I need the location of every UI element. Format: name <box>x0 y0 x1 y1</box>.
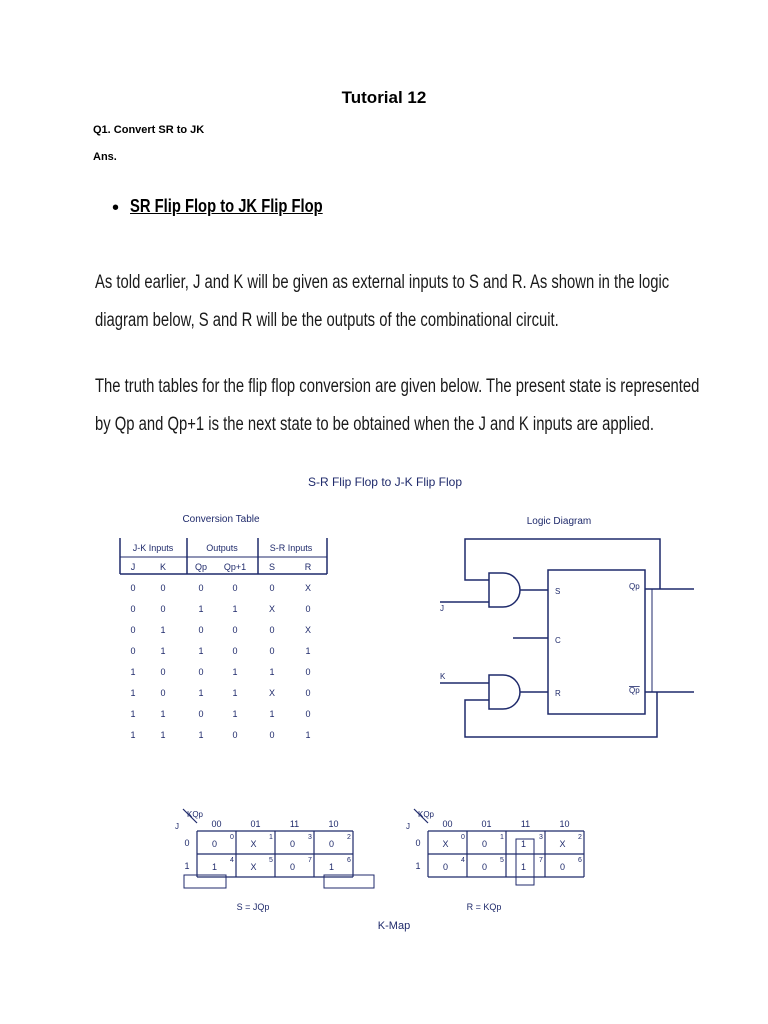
table-cell: 0 <box>232 625 238 635</box>
kmap-cell: 1 <box>520 839 527 849</box>
kmap-equation: S = JQp <box>236 902 270 912</box>
bullet-icon: • <box>112 197 120 219</box>
table-cell: 0 <box>198 667 204 677</box>
kmap-cell: 0 <box>559 862 566 872</box>
column-header: K <box>159 562 167 572</box>
column-header: R <box>304 562 312 572</box>
table-cell: 0 <box>305 667 311 677</box>
table-cell: 1 <box>130 730 136 740</box>
kmap-col-header: 10 <box>328 819 339 829</box>
table-cell: 1 <box>160 646 166 656</box>
table-cell: 1 <box>160 730 166 740</box>
table-cell: 0 <box>198 709 204 719</box>
table-cell: 0 <box>269 730 275 740</box>
table-cell: 1 <box>232 688 238 698</box>
kmap-index: 4 <box>461 857 465 864</box>
table-cell: 1 <box>232 667 238 677</box>
table-cell: 1 <box>305 646 311 656</box>
column-header: S <box>268 562 276 572</box>
kmap-col-header: 00 <box>211 819 222 829</box>
kmap-cell: 1 <box>520 862 527 872</box>
kmap-col-header: 10 <box>559 819 570 829</box>
table-cell: 1 <box>232 709 238 719</box>
kmap-cell: X <box>250 862 257 872</box>
ff-label-qp: Qp <box>629 582 640 591</box>
kmap-index: 3 <box>308 834 312 841</box>
table-cell: 0 <box>232 583 238 593</box>
table-cell: 1 <box>305 730 311 740</box>
column-header: J <box>130 562 136 572</box>
kmap-index: 0 <box>230 834 234 841</box>
kmap-col-header: 01 <box>250 819 261 829</box>
table-cell: 0 <box>305 604 311 614</box>
input-label-k: K <box>440 672 446 681</box>
kmap-index: 1 <box>269 834 273 841</box>
kmap-corner-side: J <box>175 822 179 831</box>
table-cell: X <box>268 604 276 614</box>
table-cell: 1 <box>198 730 204 740</box>
kmap-index: 3 <box>539 834 543 841</box>
table-cell: 1 <box>130 688 136 698</box>
paragraph-2-line-2: by Qp and Qp+1 is the next state to be obtained when the J and K inputs are applied. <box>95 414 655 435</box>
table-cell: 1 <box>198 646 204 656</box>
kmap-corner-top: KQp <box>186 810 204 819</box>
table-cell: X <box>268 688 276 698</box>
figure-title: S-R Flip Flop to J-K Flip Flop <box>307 475 463 489</box>
kmap-col-header: 11 <box>289 819 300 829</box>
table-cell: 0 <box>198 625 204 635</box>
kmap-index: 7 <box>539 857 543 864</box>
kmap-cell: 0 <box>289 839 296 849</box>
table-cell: X <box>304 625 312 635</box>
table-cell: 0 <box>160 688 166 698</box>
kmap-index: 1 <box>500 834 504 841</box>
kmap-row-header: 0 <box>184 838 190 848</box>
kmap-row-header: 1 <box>184 861 190 871</box>
table-cell: 1 <box>198 688 204 698</box>
kmap-index: 2 <box>347 834 351 841</box>
diagram-caption: Logic Diagram <box>526 516 592 527</box>
table-cell: 0 <box>269 583 275 593</box>
group-header: Outputs <box>206 543 238 553</box>
table-cell: 0 <box>198 583 204 593</box>
table-cell: 1 <box>269 709 275 719</box>
table-cell: 0 <box>160 667 166 677</box>
kmap-cell: 0 <box>481 839 488 849</box>
logic-diagram <box>440 539 694 737</box>
table-cell: 0 <box>130 583 136 593</box>
table-cell: 0 <box>232 646 238 656</box>
kmap-caption: K-Map <box>377 920 411 932</box>
kmap-cell: 0 <box>289 862 296 872</box>
kmap-equation: R = KQp <box>466 902 502 912</box>
document-title: Tutorial 12 <box>341 88 427 107</box>
answer-label: Ans. <box>93 151 117 163</box>
kmap-corner-top: KQp <box>417 810 435 819</box>
kmap-col-header: 11 <box>520 819 531 829</box>
table-cell: 1 <box>198 604 204 614</box>
kmap-cell: X <box>442 839 449 849</box>
ff-label-s: S <box>555 587 561 596</box>
table-cell: 0 <box>160 604 166 614</box>
table-caption: Conversion Table <box>182 514 260 525</box>
table-cell: 0 <box>232 730 238 740</box>
kmap-cell: 0 <box>328 839 335 849</box>
table-cell: 0 <box>305 709 311 719</box>
paragraph-1-line-1: As told earlier, J and K will be given as external inputs to S and R. As shown in the logic <box>95 272 670 293</box>
kmap-cell: X <box>250 839 257 849</box>
kmap-index: 6 <box>347 857 351 864</box>
kmap-row-header: 1 <box>415 861 421 871</box>
question-label: Q1. Convert SR to JK <box>93 124 205 136</box>
paragraph-2-line-1: The truth tables for the flip flop conversion are given below. The present state is represented <box>95 376 700 397</box>
table-cell: 0 <box>160 583 166 593</box>
kmap-cell: 1 <box>328 862 335 872</box>
table-cell: 1 <box>130 709 136 719</box>
kmap-cell: X <box>559 839 566 849</box>
kmap-index: 7 <box>308 857 312 864</box>
table-cell: 1 <box>160 709 166 719</box>
table-cell: 0 <box>130 604 136 614</box>
kmap-row-header: 0 <box>415 838 421 848</box>
table-cell: 0 <box>130 625 136 635</box>
table-cell: 0 <box>305 688 311 698</box>
kmap-cell: 0 <box>442 862 449 872</box>
and-gate-top <box>489 573 520 607</box>
kmap-index: 4 <box>230 857 234 864</box>
table-cell: 0 <box>130 646 136 656</box>
kmap-r <box>406 809 584 912</box>
table-cell: X <box>304 583 312 593</box>
and-gate-bottom <box>489 675 520 709</box>
column-header: Qp+1 <box>223 562 247 572</box>
kmap-s <box>175 809 374 912</box>
kmap-index: 2 <box>578 834 582 841</box>
table-cell: 1 <box>269 667 275 677</box>
ff-label-qp-bar: Qp <box>629 686 640 695</box>
table-cell: 1 <box>130 667 136 677</box>
group-header: S-R Inputs <box>269 543 313 553</box>
kmap-index: 5 <box>269 857 273 864</box>
kmap-cell: 0 <box>481 862 488 872</box>
kmap-col-header: 00 <box>442 819 453 829</box>
kmap-cell: 0 <box>211 839 218 849</box>
ff-label-c: C <box>555 636 561 645</box>
paragraph-1-line-2: diagram below, S and R will be the outputs of the combinational circuit. <box>95 310 559 331</box>
group-header: J-K Inputs <box>132 543 174 553</box>
section-heading: SR Flip Flop to JK Flip Flop <box>130 196 323 216</box>
kmap-index: 6 <box>578 857 582 864</box>
table-cell: 0 <box>269 625 275 635</box>
column-header: Qp <box>194 562 208 572</box>
kmap-col-header: 01 <box>481 819 492 829</box>
kmap-corner-side: J <box>406 822 410 831</box>
table-cell: 0 <box>269 646 275 656</box>
kmap-index: 0 <box>461 834 465 841</box>
ff-label-r: R <box>555 689 561 698</box>
table-cell: 1 <box>232 604 238 614</box>
kmap-index: 5 <box>500 857 504 864</box>
kmap-cell: 1 <box>211 862 218 872</box>
table-cell: 1 <box>160 625 166 635</box>
input-label-j: J <box>440 604 444 613</box>
